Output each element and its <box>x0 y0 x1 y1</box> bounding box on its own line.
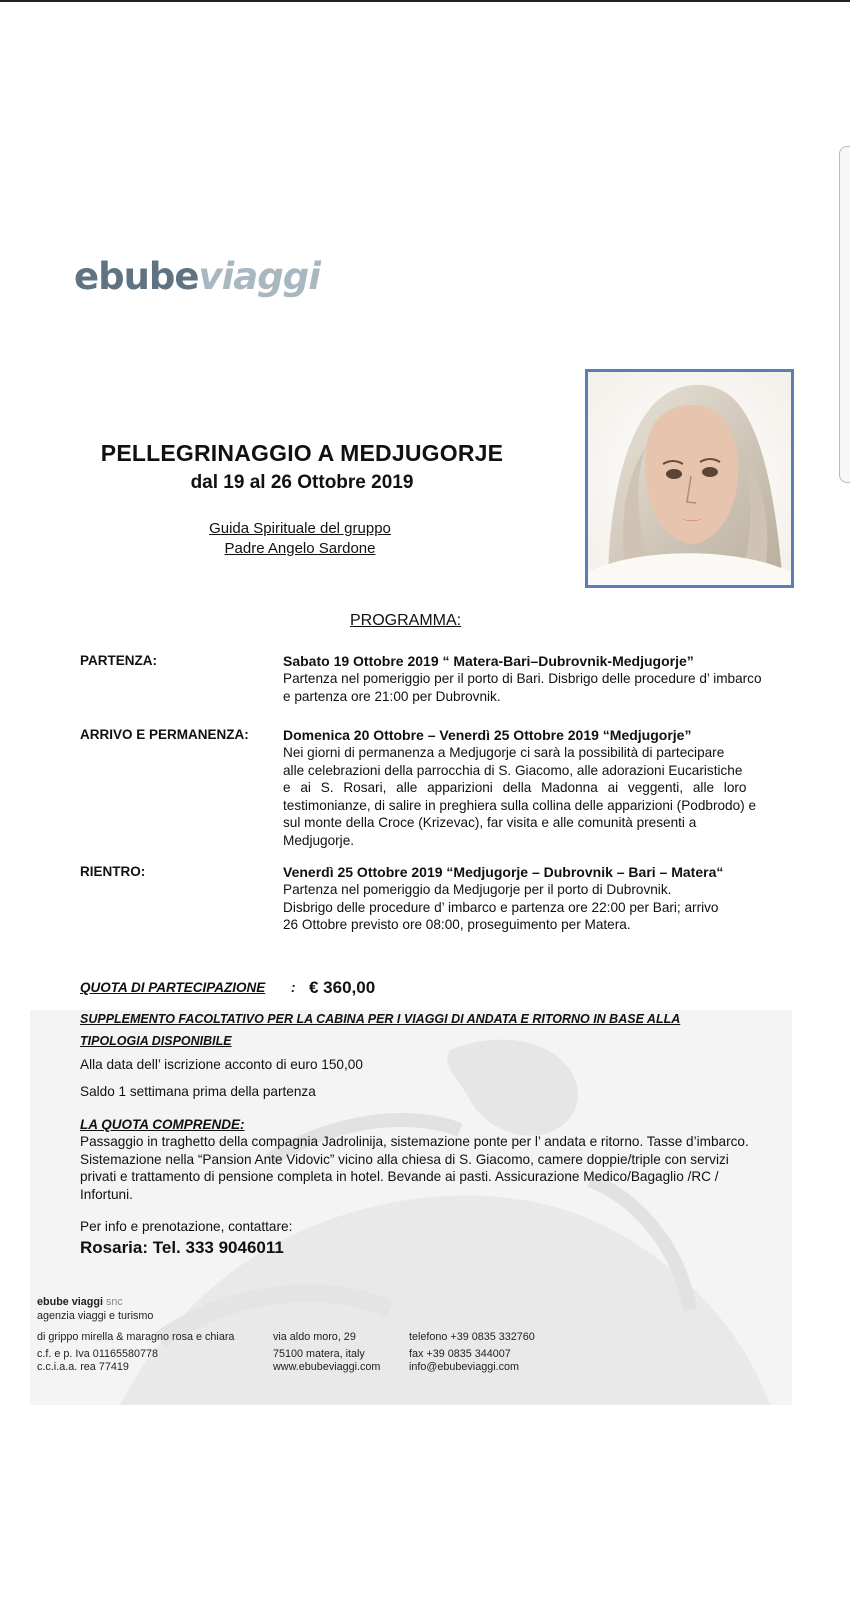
ebube-viaggi-logo <box>74 255 320 298</box>
page-title: PELLEGRINAGGIO A MEDJUGORJE <box>100 440 504 466</box>
footer-address <box>273 1331 380 1375</box>
stay-label: ARRIVO E PERMANENZA: <box>80 727 249 742</box>
program-heading: PROGRAMMA: <box>350 612 462 629</box>
top-border <box>0 0 850 2</box>
return-line: Disbrigo delle procedure d’ imbarco e partenza ore 22:00 per Bari; arrivo <box>283 899 719 915</box>
balance-text: Saldo 1 settimana prima della partenza <box>80 1084 316 1099</box>
guide-line-2: Padre Angelo Sardone <box>224 540 376 557</box>
return-body <box>283 881 788 934</box>
deposit-text: Alla data dell’ iscrizione acconto di euro 150,00 <box>80 1057 363 1072</box>
supplement-line: SUPPLEMENTO FACOLTATIVO PER LA CABINA PER I VIAGGI DI ANDATA E RITORNO IN BASE ALLA <box>80 1012 681 1026</box>
footer-fax: fax +39 0835 344007 <box>409 1347 511 1360</box>
madonna-photo <box>585 369 794 588</box>
stay-body <box>283 744 788 849</box>
footer-email: info@ebubeviaggi.com <box>409 1361 519 1373</box>
quota-price: € 360,00 <box>309 978 376 997</box>
stay-line: e ai S. Rosari, alle apparizioni della Madonna ai veggenti, alle loro <box>283 780 747 795</box>
includes-line: privati e trattamento di pensione completa in hotel. Bevande ai pasti. Assicurazione Medico/Bagaglio /RC / <box>80 1169 719 1184</box>
includes-line: Passaggio in traghetto della compagnia Jadrolinija, sistemazione ponte per l’ andata e ritorno. Tasse d’imbarco. <box>80 1134 749 1149</box>
footer-phone: telefono +39 0835 332760 <box>409 1331 535 1343</box>
website-text: www.ebubeviaggi.com <box>273 1361 381 1373</box>
return-line: 26 Ottobre previsto ore 08:00, proseguimento per Matera. <box>283 917 631 932</box>
owners-text: di grippo mirella & maragno rosa e chiara <box>37 1331 235 1343</box>
logo-light-part: viaggi <box>198 255 320 298</box>
departure-line: Partenza nel pomeriggio per il porto di Bari. Disbrigo delle procedure d’ imbarco <box>283 671 762 686</box>
quota-colon: : <box>291 980 296 995</box>
departure-line: e partenza ore 21:00 per Dubrovnik. <box>283 688 501 704</box>
contact-intro: Per info e prenotazione, contattare: <box>80 1219 293 1234</box>
rea-text: c.c.i.a.a. rea 77419 <box>37 1361 129 1373</box>
includes-body <box>80 1133 790 1203</box>
scrollbar-handle[interactable] <box>839 146 850 483</box>
footer-contacts <box>409 1331 535 1375</box>
supplement-note <box>80 1008 760 1052</box>
guide-line-1: Guida Spirituale del gruppo <box>209 520 391 537</box>
return-title: Venerdì 25 Ottobre 2019 “Medjugorje – Dubrovnik – Bari – Matera“ <box>283 864 724 880</box>
footer-company <box>37 1296 153 1323</box>
footer-legal <box>37 1331 234 1375</box>
stay-title: Domenica 20 Ottobre – Venerdì 25 Ottobre 2019 “Medjugorje” <box>283 727 692 743</box>
includes-line: Sistemazione nella “Pansion Ante Vidovic” vicino alla chiesa di S. Giacomo, camere doppie/triple con servizi <box>80 1151 729 1167</box>
company-suffix: snc <box>106 1296 123 1308</box>
stay-line: sul monte della Croce (Krizevac), far visita e alle comunità presenti a <box>283 815 697 830</box>
supplement-line: TIPOLOGIA DISPONIBILE <box>80 1034 232 1048</box>
company-name: ebube viaggi <box>37 1296 103 1308</box>
stay-line: Medjugorje. <box>283 832 355 848</box>
trip-dates: dal 19 al 26 Ottobre 2019 <box>190 472 414 493</box>
includes-label: LA QUOTA COMPRENDE: <box>80 1117 245 1132</box>
contact-phone: Rosaria: Tel. 333 9046011 <box>80 1238 284 1257</box>
address-line-1: via aldo moro, 29 <box>273 1331 356 1343</box>
stay-line: testimonianze, di salire in preghiera sulla collina delle apparizioni (Podbrodo) e <box>283 797 757 813</box>
logo-dark-part: ebube <box>74 255 199 298</box>
departure-label: PARTENZA: <box>80 653 157 668</box>
departure-title: Sabato 19 Ottobre 2019 “ Matera-Bari–Dubrovnik-Medjugorje” <box>283 653 694 669</box>
quota-label: QUOTA DI PARTECIPAZIONE <box>80 980 266 995</box>
stay-line: alle celebrazioni della parrocchia di S. Giacomo, alle adorazioni Eucaristiche <box>283 762 743 778</box>
stay-line: Nei giorni di permanenza a Medjugorje ci sarà la possibilità di partecipare <box>283 745 725 760</box>
departure-body <box>283 670 788 705</box>
return-label: RIENTRO: <box>80 864 146 879</box>
return-line: Partenza nel pomeriggio da Medjugorje per il porto di Dubrovnik. <box>283 882 672 897</box>
includes-line: Infortuni. <box>80 1186 133 1202</box>
vat-text: c.f. e p. Iva 01165580778 <box>37 1347 159 1360</box>
company-tagline: agenzia viaggi e turismo <box>37 1309 154 1322</box>
address-line-2: 75100 matera, italy <box>273 1347 365 1360</box>
